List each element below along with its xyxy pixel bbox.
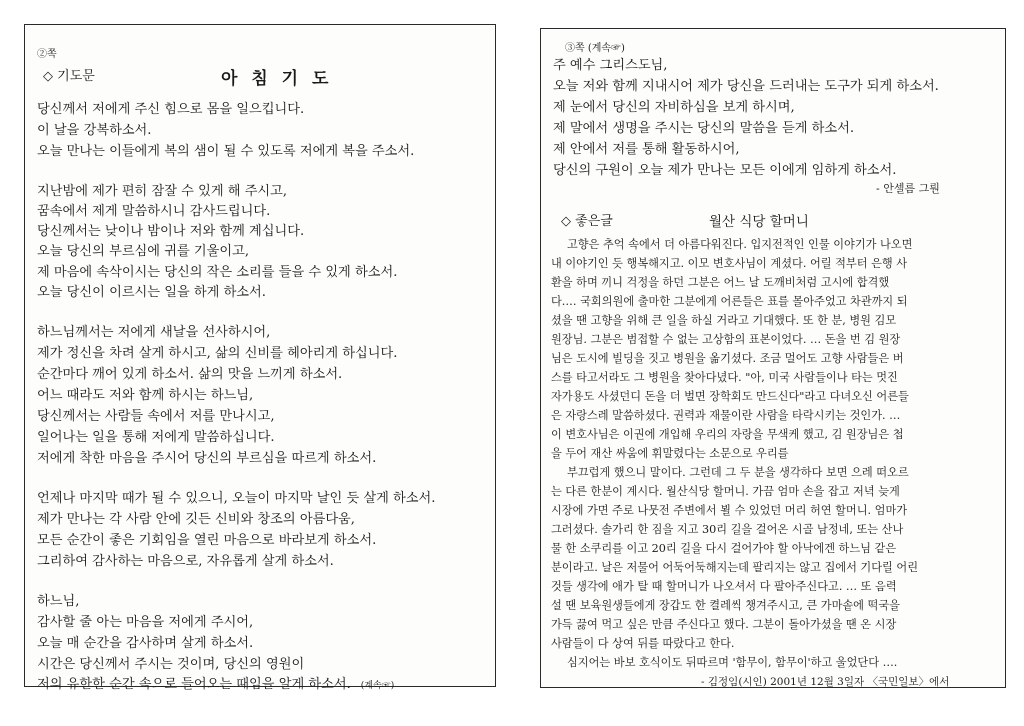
prayer-line: 오늘 만나는 이들에게 복의 샘이 될 수 있도록 저에게 복을 주소서. (37, 144, 415, 159)
essay-line: 자가용도 사셨던디 돈을 더 벌면 장학회도 만드신다"라고 다녀오신 어른들 (551, 390, 909, 403)
essay-line: 설 땐 보육원생들에게 장갑도 한 켤레씩 챙겨주시고, 큰 가마솥에 떡국을 (551, 599, 900, 612)
prayer-line: 제가 만나는 각 사람 안에 깃든 신비와 창조의 아름다움, (37, 512, 355, 527)
prayer-line: 오늘 저와 함께 지내시어 제가 당신을 드러내는 도구가 되게 하소서. (553, 79, 939, 94)
essay-line: 가득 끓여 먹고 싶은 만큼 주신다고 했다. 그분이 돌아가셨을 땐 온 시장 (551, 618, 897, 631)
prayer-line: 당신의 구원이 오늘 제가 만나는 모든 이에게 임하게 하소서. (553, 163, 897, 178)
left-page (24, 24, 496, 692)
essay-line: 은 자랑스레 말씀하셨다. 권력과 재물이란 사람을 타락시키는 것인가. … (551, 409, 901, 422)
right-page (540, 28, 1006, 688)
prayer-line: 언제나 마지막 때가 될 수 있으니, 오늘이 마지막 날인 듯 살게 하소서. (37, 491, 436, 506)
section-label: ◇ 기도문 (43, 69, 95, 84)
essay-line: 그러셨다. 솔가리 한 짐을 지고 30리 길을 걸어온 시골 남정네, 또는 산나 (551, 523, 904, 536)
essay-line: 원장님. 그분은 범접할 수 없는 고상함의 표본이었다. … 돈을 번 김 원장 (551, 333, 901, 346)
essay-line: 셨을 땐 고향을 위해 큰 일을 하실 거라고 기대했다. 또 한 분, 병원 김모 (551, 314, 897, 327)
prayer-line: 제 눈에서 당신의 자비하심을 보게 하시며, (553, 100, 795, 115)
essay-line: 환을 하며 끼니 걱정을 하던 그분은 어느 날 도깨비처럼 고시에 합격했 (551, 276, 890, 289)
essay-line: 이 변호사님은 이권에 개입해 우리의 자랑을 무색케 했고, 김 원장님은 첩 (551, 428, 904, 441)
source-citation: - 김정임(시인) 2001년 12월 3일자 〈국민일보〉에서 (701, 676, 950, 688)
prayer-line: 이 날을 강복하소서. (37, 123, 152, 138)
prayer-line: 제 말에서 생명을 주시는 당신의 말씀을 듣게 하소서. (553, 121, 855, 136)
prayer-line: 오늘 당신의 부르심에 귀를 기울이고, (37, 244, 250, 259)
page-number: ③쪽 (계속☞) (565, 43, 625, 54)
prayer-text: 저의 유한한 순간 속으로 들어오는 때임을 알게 하소서. (37, 677, 351, 692)
essay-line: 부끄럽게 했으니 말이다. 그런데 그 두 분을 생각하다 보면 으레 떠오르 (567, 466, 909, 479)
prayer-line-last (37, 678, 394, 691)
prayer-line: 당신께서 저에게 주신 힘으로 몸을 일으킵니다. (37, 102, 305, 117)
page-title: 아 침 기 도 (221, 69, 333, 89)
essay-line: 스를 타고서라도 그 병원을 찾아다녔다. "아, 미국 사람들이나 타는 멋진 (551, 371, 898, 384)
essay-line: 심지어는 바보 호식이도 뒤따르며 '함무이, 함무이'하고 울었단다 …. (567, 656, 898, 669)
prayer-line: 지난밤에 제가 편히 잠잘 수 있게 해 주시고, (37, 184, 288, 199)
prayer-line: 그리하여 감사하는 마음으로, 자유롭게 살게 하소서. (37, 554, 334, 569)
prayer-line: 오늘 당신이 이르시는 일을 하게 하소서. (37, 285, 266, 300)
essay-line: 는 다른 한분이 계시다. 월산식당 할머니. 가끔 엄마 손을 잡고 저녁 늦게 (551, 485, 900, 498)
prayer-line: 꿈속에서 제게 말씀하시니 감사드립니다. (37, 204, 271, 219)
section-label: ◇ 좋은글 (561, 214, 613, 229)
essay-line: 시장에 가면 주로 나뭇전 주변에서 뵐 수 있었던 머리 허연 할머니. 엄마가 (551, 504, 908, 517)
prayer-line: 저에게 착한 마음을 주시어 당신의 부르심을 따르게 하소서. (37, 451, 377, 466)
prayer-line: 제가 정신을 차려 살게 하시고, 삶의 신비를 헤아리게 하십니다. (37, 346, 398, 361)
attribution: - 안셀름 그뤈 (876, 182, 940, 195)
essay-line: 다.… 국회의원에 출마한 그분에게 어른들은 표를 몰아주었고 차관까지 되 (551, 295, 908, 308)
essay-line: 것들 생각에 애가 탈 때 할머니가 나오셔서 다 팔아주신다고. … 또 음력 (551, 580, 897, 593)
essay-title: 월산 식당 할머니 (709, 214, 809, 230)
prayer-line: 시간은 당신께서 주시는 것이며, 당신의 영원이 (37, 657, 305, 672)
prayer-line: 어느 때라도 저와 함께 하시는 하느님, (37, 388, 254, 403)
prayer-line: 하느님, (37, 594, 80, 609)
prayer-line: 모든 순간이 좋은 기회임을 열린 마음으로 바라보게 하소서. (37, 533, 377, 548)
continued-note: (계속☞) (360, 681, 395, 691)
prayer-line: 하느님께서는 저에게 새날을 선사하시어, (37, 325, 271, 340)
essay-line: 고향은 추억 속에서 더 아름다워진다. 입지전적인 인물 이야기가 나오면 (567, 238, 913, 251)
essay-line: 사람들이 다 상여 뒤를 따랐다고 한다. (551, 637, 735, 650)
essay-line: 분이라고. 날은 저물어 어둑어둑해지는데 팔리지는 않고 집에서 기다릴 어린 (551, 561, 919, 574)
prayer-line: 주 예수 그리스도님, (553, 58, 668, 73)
prayer-line: 제 마음에 속삭이시는 당신의 작은 소리를 들을 수 있게 하소서. (37, 265, 398, 280)
page-number: ②쪽 (37, 49, 57, 60)
prayer-line: 순간마다 깨어 있게 하소서. 삶의 맛을 느끼게 하소서. (37, 367, 343, 382)
essay-line: 내 이야기인 듯 행복해지고. 이모 변호사님이 계셨다. 어릴 적부터 은행 사 (551, 257, 908, 270)
essay-line: 을 두어 재산 싸움에 휘말렸다는 소문으로 우리를 (551, 447, 789, 460)
prayer-line: 일어나는 일을 통해 저에게 말씀하십니다. (37, 430, 275, 445)
essay-line: 님은 도시에 빌딩을 짓고 병원을 옮기셨다. 조금 멀어도 고향 사람들은 버 (551, 352, 904, 365)
prayer-line: 당신께서는 사람들 속에서 저를 만나시고, (37, 409, 275, 424)
prayer-line: 감사할 줄 아는 마음을 저에게 주시어, (37, 615, 254, 630)
prayer-line: 오늘 매 순간을 감사하며 살게 하소서. (37, 636, 254, 651)
essay-line: 물 한 소쿠리를 이고 20리 길을 다시 걸어가야 할 아낙에겐 하느님 같은 (551, 542, 897, 555)
prayer-line: 당신께서는 낮이나 밤이나 저와 함께 계십니다. (37, 224, 305, 239)
prayer-line: 제 안에서 저를 통해 활동하시어, (553, 142, 740, 157)
